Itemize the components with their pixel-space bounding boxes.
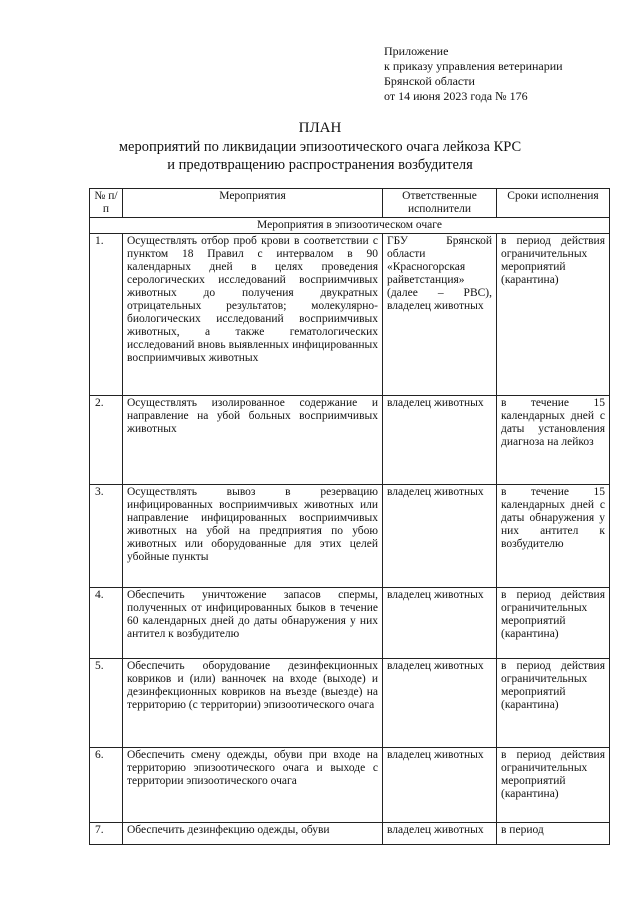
section-title: Мероприятия в эпизоотическом очаге <box>90 218 610 234</box>
table-row <box>90 659 610 748</box>
appendix-block <box>384 44 624 104</box>
table-row <box>90 396 610 485</box>
table-row <box>90 588 610 659</box>
row-action: Обеспечить смену одежды, обуви при входе на территорию эпизоотического очага и выходе с территории эпизоотического очага <box>123 748 383 823</box>
table-row <box>90 485 610 588</box>
row-action: Осуществлять изолированное содержание и направление на убой больных восприимчивых животных <box>123 396 383 485</box>
row-responsible: владелец животных <box>383 659 497 748</box>
plan-title: ПЛАН <box>298 120 342 136</box>
appendix-line: Приложение <box>384 44 449 58</box>
row-term: в период действия ограничительных мероприятий (карантина) <box>497 659 610 748</box>
row-term: в период действия ограничительных мероприятий (карантина) <box>497 588 610 659</box>
row-responsible: владелец животных <box>383 823 497 845</box>
table-row <box>90 748 610 823</box>
appendix-line: к приказу управления ветеринарии <box>384 59 563 73</box>
row-action: Обеспечить уничтожение запасов спермы, полученных от инфицированных быков в течение 60 календарных дней до даты обнаружения у них антител к возбудителю <box>123 588 383 659</box>
row-num: 5. <box>90 659 123 748</box>
appendix-line: Брянской области <box>384 74 475 88</box>
table-row <box>90 234 610 396</box>
plan-subtitle: мероприятий по ликвидации эпизоотического очага лейкоза КРС <box>118 139 522 155</box>
row-responsible: владелец животных <box>383 588 497 659</box>
row-term: в период действия ограничительных мероприятий (карантина) <box>497 234 610 396</box>
row-responsible: владелец животных <box>383 485 497 588</box>
row-term: в течение 15 календарных дней с даты установления диагноза на лейкоз <box>497 396 610 485</box>
row-action: Осуществлять вывоз в резервацию инфицированных восприимчивых животных или направление инфицированных восприимчивых животных на убой на предприятия по убою животных или оборудованные для этих целей убойные пункты <box>123 485 383 588</box>
row-num: 2. <box>90 396 123 485</box>
table-row <box>90 823 610 845</box>
plan-subtitle: и предотвращению распространения возбудителя <box>167 157 473 173</box>
row-responsible: ГБУ Брянской области «Красногорская райветстанция» (далее – РВС), владелец животных <box>383 234 497 396</box>
row-term: в период <box>497 823 610 845</box>
row-responsible: владелец животных <box>383 396 497 485</box>
row-num: 7. <box>90 823 123 845</box>
row-action: Осуществлять отбор проб крови в соответствии с пунктом 18 Правил с интервалом в 90 календарных дней в целях проведения серологических исследований восприимчивых животных до получения двукратных отрицательных результатов; молекулярно-биологических исследований восприимчивых животных, а также гематологических исследований вновь выявленных инфицированных восприимчивых животных <box>123 234 383 396</box>
appendix-line: от 14 июня 2023 года № 176 <box>384 89 528 103</box>
row-num: 6. <box>90 748 123 823</box>
header-num: № п/п <box>90 189 123 218</box>
table-header-row <box>90 189 610 218</box>
row-action: Обеспечить дезинфекцию одежды, обуви <box>123 823 383 845</box>
row-action: Обеспечить оборудование дезинфекционных ковриков и (или) ванночек на входе (выходе) и дезинфекционных ковриков на въезде (выезде) на территорию (с территории) эпизоотического очага <box>123 659 383 748</box>
row-term: в период действия ограничительных мероприятий (карантина) <box>497 748 610 823</box>
section-row <box>90 218 610 234</box>
header-responsible: Ответственные исполнители <box>383 189 497 218</box>
measures-table <box>89 188 610 845</box>
row-num: 4. <box>90 588 123 659</box>
row-term: в течение 15 календарных дней с даты обнаружения у них антител к возбудителю <box>497 485 610 588</box>
row-responsible: владелец животных <box>383 748 497 823</box>
header-term: Сроки исполнения <box>497 189 610 218</box>
header-action: Мероприятия <box>123 189 383 218</box>
row-num: 3. <box>90 485 123 588</box>
row-num: 1. <box>90 234 123 396</box>
